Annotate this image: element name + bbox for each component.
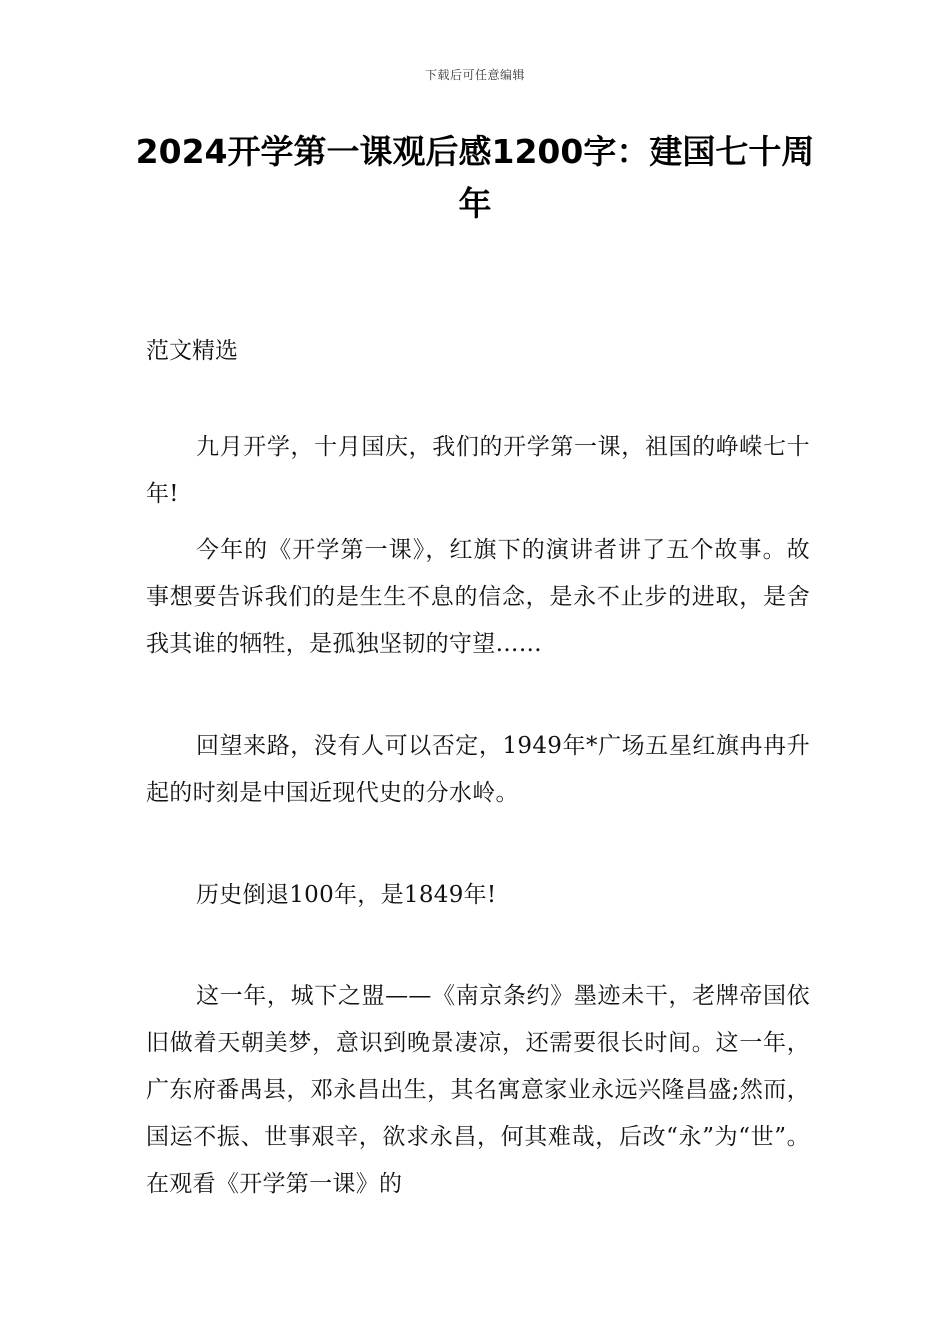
paragraph: 九月开学，十月国庆，我们的开学第一课，祖国的峥嵘七十年! xyxy=(146,434,810,507)
paragraph: 历史倒退100年，是1849年! xyxy=(196,882,497,908)
document-title: 2024开学第一课观后感1200字：建国七十周年 xyxy=(135,132,815,223)
header-note: 下载后可任意编辑 xyxy=(424,68,525,82)
paragraph: 回望来路，没有人可以否定，1949年*广场五星红旗冉冉升起的时刻是中国近现代史的分水岭。 xyxy=(146,733,810,806)
paragraph: 今年的《开学第一课》，红旗下的演讲者讲了五个故事。故事想要告诉我们的是生生不息的信念，是永不止步的进取，是舍我其谁的牺牲，是孤独坚韧的守望…… xyxy=(146,537,810,657)
paragraph: 这一年，城下之盟——《南京条约》墨迹未干，老牌帝国依旧做着天朝美梦，意识到晚景凄凉，还需要很长时间。这一年，广东府番禺县，邓永昌出生，其名寓意家业永远兴隆昌盛;然而，国运不振、世事艰辛，欲求永昌，何其难哉，后改“永”为“世”。在观看《开学第一课》的 xyxy=(146,983,810,1197)
section-label: 范文精选 xyxy=(146,338,238,364)
